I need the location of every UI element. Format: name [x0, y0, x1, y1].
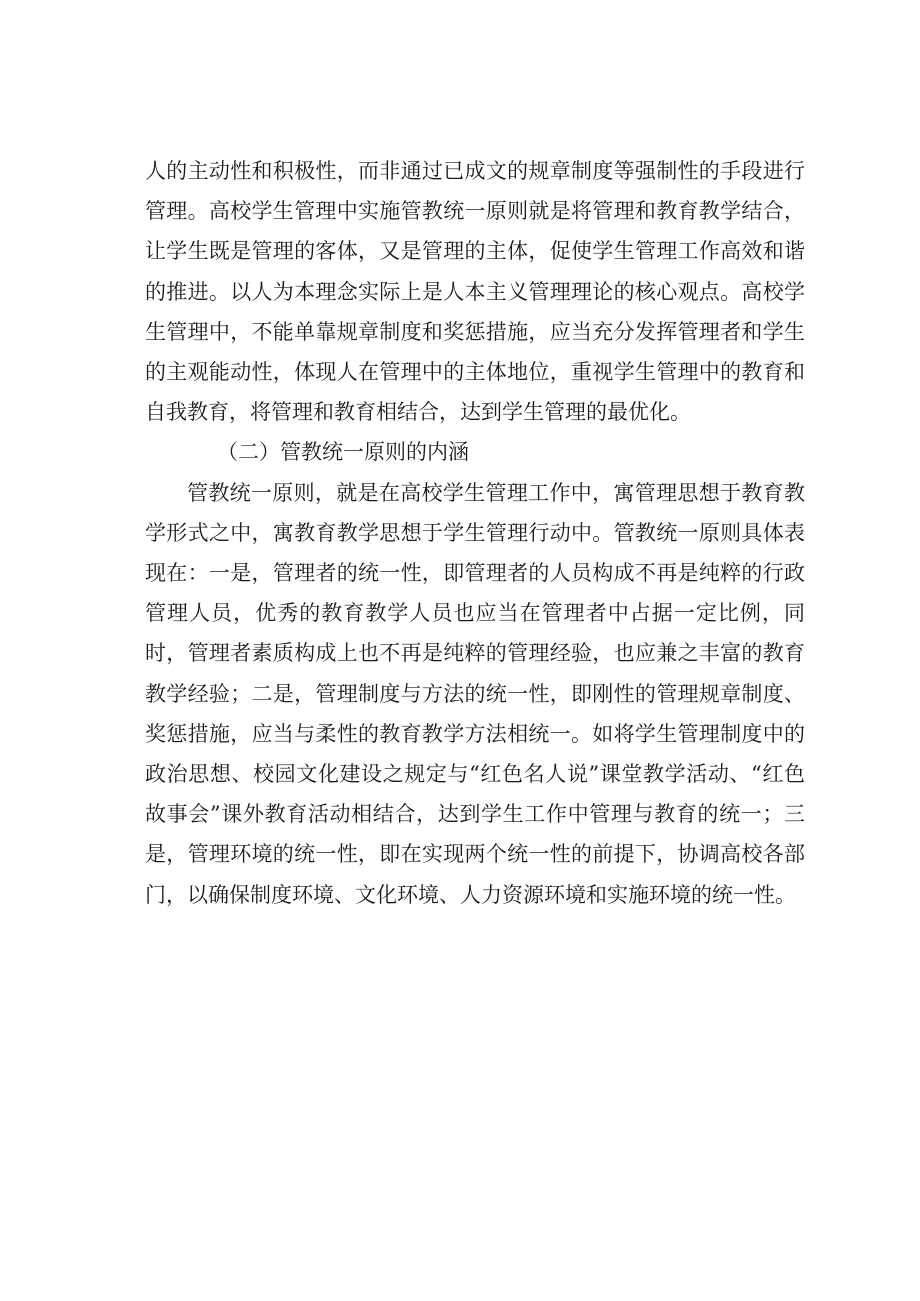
- section-heading: （二）管教统一原则的内涵: [217, 440, 469, 465]
- paragraph-continuation: 人的主动性和积极性，而非通过已成文的规章制度等强制性的手段进行管理。高校学生管理中实施管教统一原则就是将管理和教育教学结合，让学生既是管理的客体，又是管理的主体，促使学生管理工作高效和谐的推进。以人为本理念实际上是人本主义管理理论的核心观点。高校学生管理中，不能单靠规章制度和奖惩措施，应当充分发挥管理者和学生的主观能动性，体现人在管理中的主体地位，重视学生管理中的教育和自我教育，将管理和教育相结合，达到学生管理的最优化。: [145, 159, 805, 425]
- paragraph-body: 管教统一原则，就是在高校学生管理工作中，寓管理思想于教育教学形式之中，寓教育教学思想于学生管理行动中。管教统一原则具体表现在：一是，管理者的统一性，即管理者的人员构成不再是纯粹的行政管理人员，优秀的教育教学人员也应当在管理者中占据一定比例，同时，管理者素质构成上也不再是纯粹的管理经验，也应兼之丰富的教育教学经验；二是，管理制度与方法的统一性，即刚性的管理规章制度、奖惩措施，应当与柔性的教育教学方法相统一。如将学生管理制度中的政治思想、校园文化建设之规定与“红色名人说”课堂教学活动、“红色故事会”课外教育活动相结合，达到学生工作中管理与教育的统一；三是，管理环境的统一性，即在实现两个统一性的前提下，协调高校各部门，以确保制度环境、文化环境、人力资源环境和实施环境的统一性。: [145, 480, 805, 907]
- document-body: [145, 151, 805, 915]
